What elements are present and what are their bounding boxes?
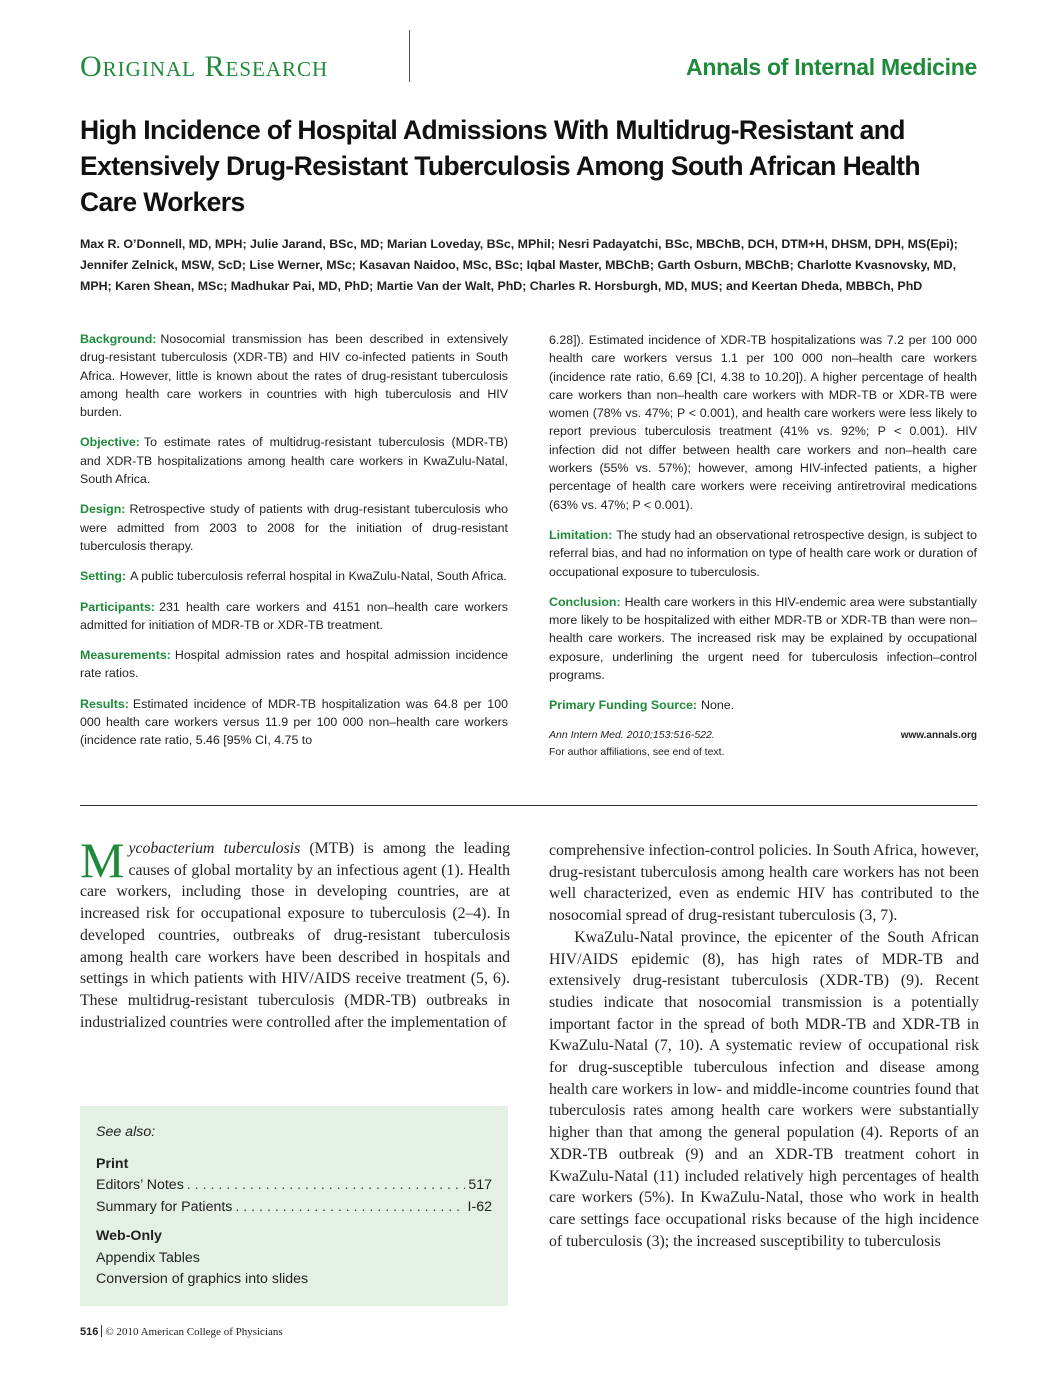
abstract-limitation: Limitation: The study had an observational retrospective design, is subject to referral bias, and had no information on type of health care work or duration of occupational exposure to tuberculosis. [549,527,977,579]
abstract-label: Setting: [80,569,127,584]
abstract-label: Participants: [80,599,156,614]
abstract-participants: Participants: 231 health care workers and 4151 non–health care workers admitted for initiation of MDR-TB or XDR-TB treatment. [80,599,508,632]
body-paragraph: KwaZulu-Natal province, the epicenter of the South African HIV/AIDS epidemic (8), has high rates of MDR-TB and extensively drug-resistant tuberculosis (XDR-TB) (9). Recent studies indicate that nosocomial transmission is a potentially important factor in the spread of both MDR-TB and XDR-TB in KwaZulu-Natal (7, 10). A systematic review of occupational risk for drug-susceptible tuberculous infection and disease among health care workers in low- and middle-income countries found that tuberculosis rates among health care workers were substantially higher than that among the general population (4). Reports of an XDR-TB outbreak (9) and an XDR-TB treatment cohort in KwaZulu-Natal (11) included relatively high percentages of health care workers (5%). In KwaZulu-Natal, those who work in health care settings face occupational risks because of the high incidence of tuberculosis (3); the increased susceptibility to tuberculosis [549,928,979,1250]
drop-cap: M [80,832,125,888]
print-heading: Print [96,1155,129,1172]
see-also-web-item[interactable]: Conversion of graphics into slides [96,1271,309,1287]
header-divider [409,30,410,82]
see-also-web-item[interactable]: Appendix Tables [96,1249,200,1266]
article-title: High Incidence of Hospital Admissions With Multidrug-Resistant and Extensively Drug-Resistant Tuberculosis Among South African Health Care Workers [80,115,920,217]
see-also-heading: See also: [96,1124,156,1140]
body-paragraph: comprehensive infection-control policies. In South Africa, however, drug-resistant tuberculosis among health care workers has not been well characterized, even as endemic HIV has contributed to the nosocomial spread of drug-resistant tuberculosis (3, 7). [549,842,979,925]
page-number: 516 [80,1326,99,1338]
see-also-item[interactable]: Summary for Patients . . . I-62 [96,1197,492,1219]
see-also-item[interactable]: Editors’ Notes . . . 517 [96,1175,492,1197]
abstract-objective: Objective: To estimate rates of multidrug-resistant tuberculosis (MDR-TB) and XDR-TB hospitalizations among health care workers in KwaZulu-Natal, South Africa. [80,435,508,487]
dot-leader [187,1175,466,1197]
abstract-label: Results: [80,696,129,711]
author-list: Max R. O’Donnell, MD, MPH; Julie Jarand, BSc, MD; Marian Loveday, BSc, MPhil; Nesri Padayatchi, BSc, MBChB, DCH, DTM+H, DHSM, DPH, MS(Epi); Jennifer Zelnick, MSW, ScD; Lise Werner, MSc; Kasavan Naidoo, MSc, BSc; Iqbal Master, MBChB; Garth Osburn, MBChB; Charlotte Kvasnovsky, MD, MPH; Karen Shean, MSc; Madhukar Pai, MD, PhD; Martie Van der Walt, PhD; Charles R. Horsburgh, MD, MUS; and Keertan Dheda, MBBCh, PhD [80,237,958,293]
page-footer [80,1325,283,1338]
author-affiliations-note: For author affiliations, see end of text. [549,745,725,758]
abstract-right-column [549,331,977,761]
abstract-label: Design: [80,502,126,517]
section-label: Original Research [80,50,329,83]
abstract-label: Background: [80,332,157,346]
species-name: ycobacterium tuberculosis [128,840,301,857]
web-only-heading: Web-Only [96,1228,162,1244]
abstract-conclusion: Conclusion: Health care workers in this HIV-endemic area were substantially more likely to be hospitalized with either MDR-TB or XDR-TB than were non–health care workers. The increased risk may be explained by occupational exposure, underlining the urgent need for tuberculosis infection–control programs. [549,594,977,683]
abstract-results: Results: Estimated incidence of MDR-TB hospitalization was 64.8 per 100 000 health care workers versus 11.9 per 100 000 non–health care workers (incidence rate ratio, 5.46 [95% CI, 4.75 to [80,696,508,748]
citation: Ann Intern Med. 2010;153:516-522. [549,728,715,741]
journal-url[interactable]: www.annals.org [900,729,977,741]
abstract-label: Conclusion: [549,594,621,609]
copyright: © 2010 American College of Physicians [105,1326,283,1338]
body-right-column [549,840,979,1252]
body-paragraph: Mycobacterium tuberculosis (MTB) is among the leading causes of global mortality by an infectious agent (1). Health care workers, including those in developing countries, are at increased risk for occupational exposure to tuberculosis (2–4). In developed countries, outbreaks of drug-resistant tuberculosis among health care workers have been described in hospitals and settings in which patients with HIV/AIDS receive treatment (5, 6). These multidrug-resistant tuberculosis (MDR-TB) outbreaks in industrialized countries were controlled after the implementation of [80,832,511,1031]
see-also-box [80,1106,508,1306]
journal-name: Annals of Internal Medicine [686,54,977,80]
footer-divider [101,1325,102,1337]
citation-line [549,727,977,744]
abstract-results-continued: 6.28]). Estimated incidence of XDR-TB hospitalizations was 7.2 per 100 000 health care workers versus 1.1 per 100 000 non–health care workers (incidence rate ratio, 6.69 [CI, 4.38 to 10.20]). A higher percentage of health care workers than non–health care workers with MDR-TB or XDR-TB were women (78% vs. 47%; P < 0.001), and health care workers were less likely to report previous tuberculosis treatment (41% vs. 92%; P < 0.001). HIV infection did not differ between health care workers and non–health care workers (55% vs. 57%); however, among HIV-infected patients, a higher percentage of health care workers were receiving antiretroviral medications (63% vs. 47%; P < 0.001). [549,333,977,512]
abstract-divider [80,805,977,806]
abstract-label: Limitation: [549,527,613,542]
dot-leader [235,1197,464,1219]
abstract-left-column [80,330,508,762]
abstract-measurements: Measurements: Hospital admission rates and hospital admission incidence rate ratios. [80,648,508,681]
abstract-background: Background: Nosocomial transmission has been described in extensively drug-resistant tuberculosis (XDR-TB) and HIV co-infected patients in South Africa. However, little is known about the rates of drug-resistant tuberculosis among health care workers in countries with high tuberculosis and HIV burden. [80,332,508,420]
abstract-label: Primary Funding Source: [549,698,698,713]
abstract-label: Objective: [80,435,140,450]
abstract-design: Design: Retrospective study of patients with drug-resistant tuberculosis who were admitted from 2003 to 2008 for the initiation of drug-resistant tuberculosis therapy. [80,502,508,553]
abstract-setting: Setting: A public tuberculosis referral hospital in KwaZulu-Natal, South Africa. [80,569,507,584]
abstract-funding: Primary Funding Source: None. [549,698,735,713]
abstract-label: Measurements: [80,648,171,663]
page-header [80,30,977,82]
body-left-column [80,832,511,1033]
